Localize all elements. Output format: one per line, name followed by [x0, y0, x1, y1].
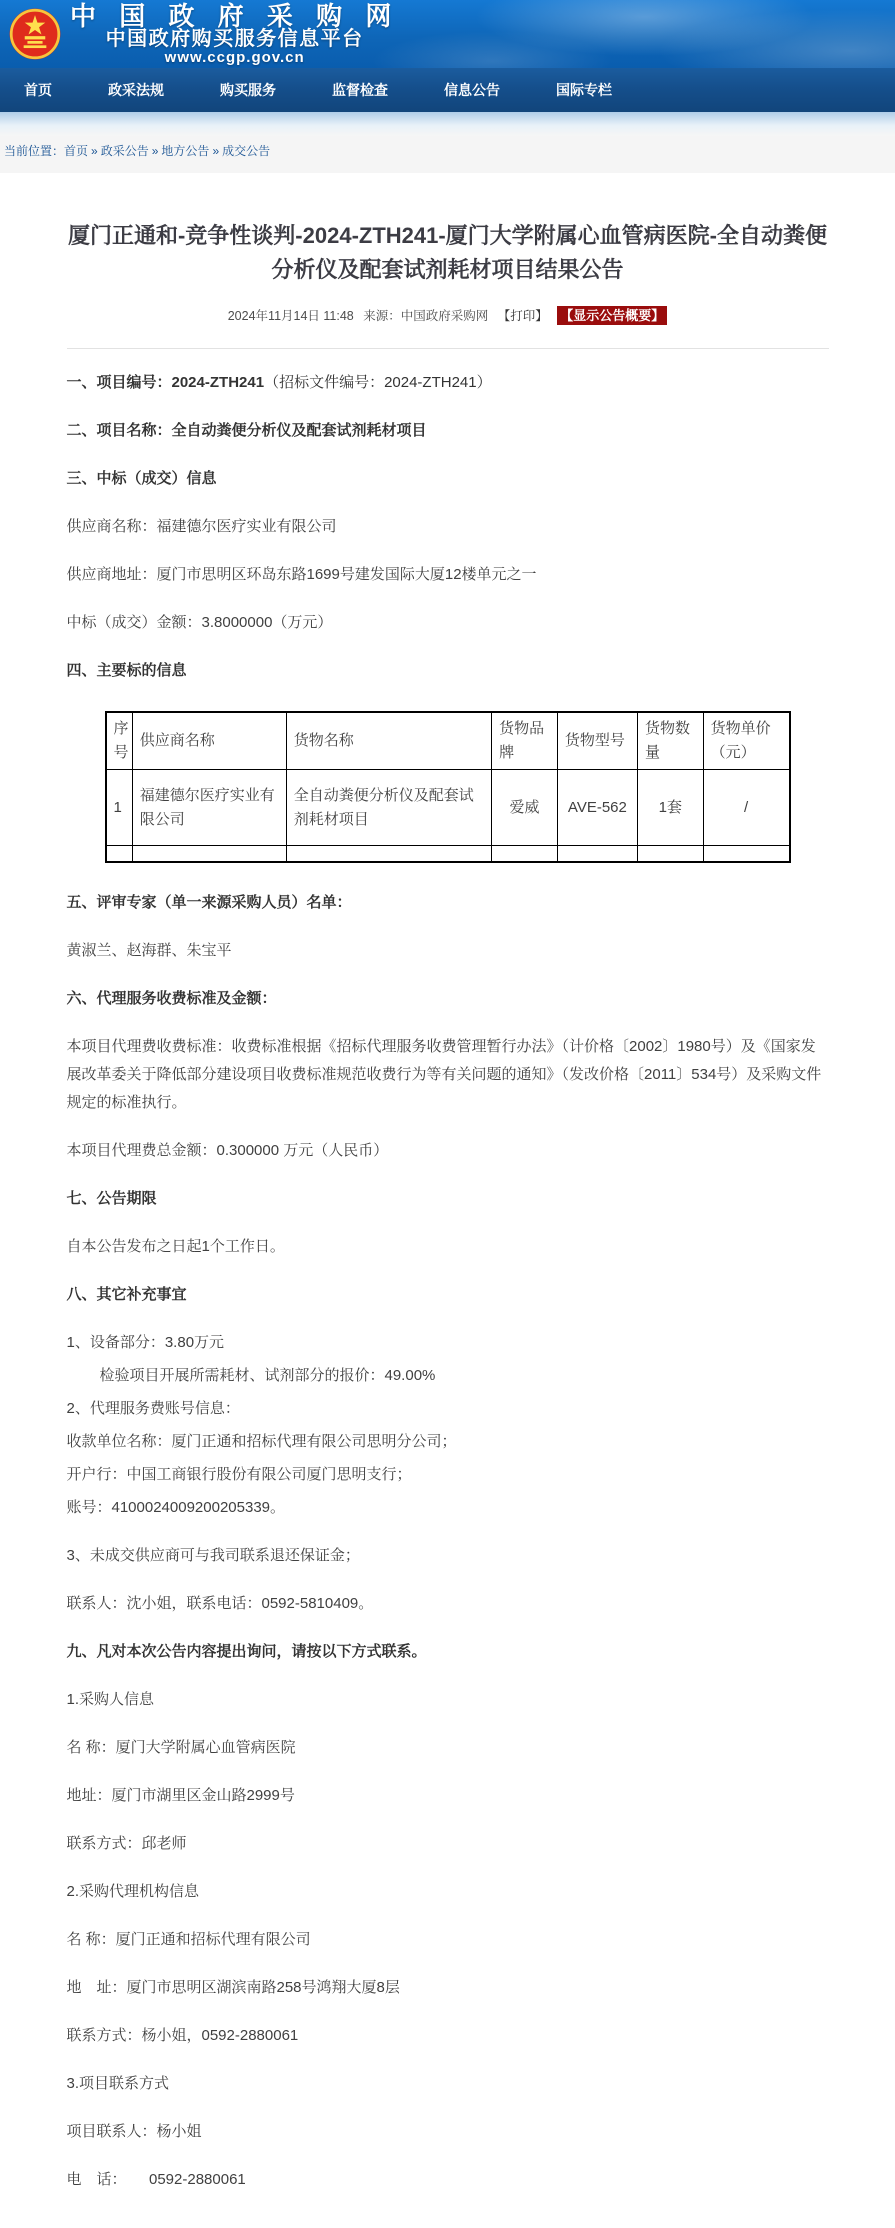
table-cell: 1	[106, 770, 133, 846]
site-url: www.ccgp.gov.cn	[164, 48, 305, 66]
paragraph: 项目联系人：杨小姐	[66, 2122, 202, 2140]
breadcrumb-items	[64, 144, 270, 158]
paragraph: 名 称：厦门大学附属心血管病医院	[66, 1738, 296, 1756]
section-heading	[67, 889, 829, 917]
section-heading	[67, 465, 829, 493]
table-header-cell: 货物型号	[557, 712, 637, 770]
breadcrumb	[0, 136, 895, 173]
breadcrumb-item[interactable]: 成交公告	[222, 144, 271, 158]
nav-item-3[interactable]: 购买服务	[220, 82, 276, 98]
paragraph: 中标（成交）金额：3.8000000（万元）	[66, 614, 333, 631]
table-header-cell: 货物单价（元）	[703, 712, 789, 770]
section-heading	[67, 1638, 829, 1666]
table-cell	[286, 846, 491, 862]
table-cell	[132, 846, 286, 862]
section-heading-text: 三、中标（成交）信息	[66, 470, 217, 487]
table-cell: 1套	[637, 770, 703, 846]
table-header-row	[106, 712, 790, 770]
breadcrumb-separator: »	[212, 144, 220, 158]
paragraph: 供应商地址：厦门市思明区环岛东路1699号建发国际大厦12楼单元之一	[66, 566, 537, 583]
breadcrumb-item[interactable]: 政采公告	[100, 144, 149, 158]
section-heading-text: 五、评审专家（单一来源采购人员）名单：	[66, 893, 352, 911]
paragraph: 联系方式：杨小姐，0592-2880061	[66, 2026, 299, 2044]
paragraph: 联系方式：邱老师	[66, 1834, 187, 1852]
table-header-cell: 序号	[106, 712, 133, 770]
table-cell	[637, 846, 703, 862]
breadcrumb-item[interactable]: 首页	[64, 144, 89, 158]
nav	[0, 68, 895, 112]
print-button[interactable]: 【打印】	[497, 309, 548, 323]
section-heading-text: 六、代理服务收费标准及金额：	[66, 989, 277, 1007]
paragraph: 账号：4100024009200205339。	[66, 1498, 286, 1516]
table-cell: AVE-562	[557, 770, 637, 846]
paragraph: 1、设备部分：3.80万元	[66, 1333, 225, 1351]
section-heading-text: 四、主要标的信息	[66, 662, 187, 679]
paragraph: 黄淑兰、赵海群、朱宝平	[66, 941, 232, 959]
breadcrumb-separator: »	[91, 144, 98, 158]
paragraph: 电 话： 0592-2880061	[66, 2170, 246, 2188]
article-meta	[67, 305, 829, 324]
paragraph: 检验项目开展所需耗材、试剂部分的报价：49.00%	[99, 1366, 436, 1384]
paragraph: 收款单位名称：厦门正通和招标代理有限公司思明分公司；	[66, 1432, 457, 1450]
nav-item-6[interactable]: 国际专栏	[556, 82, 612, 98]
paragraph: 3、未成交供应商可与我司联系退还保证金；	[66, 1546, 360, 1564]
section-heading	[67, 657, 829, 685]
article-body	[67, 369, 829, 2194]
breadcrumb-item[interactable]: 地方公告	[161, 144, 210, 158]
paragraph: 2.采购代理机构信息	[66, 1882, 200, 1900]
table-cell	[106, 846, 133, 862]
section-heading-text: 一、项目编号：2024-ZTH241	[66, 374, 265, 391]
source-label: 来源：中国政府采购网	[363, 309, 489, 323]
content-area	[67, 173, 829, 2228]
paragraph: 本项目代理费总金额：0.300000 万元（人民币）	[66, 1141, 389, 1159]
paragraph: 3.项目联系方式	[66, 2074, 170, 2092]
table-cell	[557, 846, 637, 862]
section-heading	[67, 985, 829, 1013]
section-heading-text: 七、公告期限	[66, 1189, 157, 1207]
section-heading-text: 八、其它补充事宜	[66, 1285, 187, 1303]
title-divider	[67, 348, 829, 349]
site-header	[0, 0, 895, 68]
table-cell: 爱威	[492, 770, 558, 846]
header-gradient-strip	[0, 112, 895, 136]
table-row	[106, 770, 790, 846]
table-header-cell: 供应商名称	[132, 712, 286, 770]
breadcrumb-separator: »	[151, 144, 159, 158]
section-heading	[67, 1185, 829, 1213]
paragraph: 1.采购人信息	[66, 1690, 155, 1708]
table-cell	[492, 846, 558, 862]
paragraph: 本项目代理费收费标准：收费标准根据《招标代理服务收费管理暂行办法》（计价格〔2002〕1980号）及《国家发展改革委关于降低部分建设项目收费标准规范收费行为等有关问题的通知》（发改价格〔2011〕534号）及采购文件规定的标准执行。	[66, 1037, 822, 1111]
table-row	[106, 846, 790, 862]
paragraph: 2、代理服务费账号信息：	[66, 1399, 240, 1417]
site-subtitle: 中国政府购买服务信息平台	[105, 27, 364, 50]
nav-item-1[interactable]: 首页	[24, 82, 52, 98]
table-cell	[703, 846, 789, 862]
table-header-cell: 货物品牌	[492, 712, 558, 770]
publish-date: 2024年11月14日 11:48	[227, 309, 354, 323]
site-title: 中 国 政 府 采 购 网	[70, 0, 400, 31]
paragraph: 供应商名称：福建德尔医疗实业有限公司	[66, 518, 337, 535]
breadcrumb-label: 当前位置：	[4, 144, 65, 158]
paragraph: 开户行：中国工商银行股份有限公司厦门思明支行；	[66, 1465, 412, 1483]
paragraph: 名 称：厦门正通和招标代理有限公司	[66, 1930, 311, 1948]
paragraph: 地 址：厦门市思明区湖滨南路258号鸿翔大厦8层	[66, 1978, 400, 1996]
paragraph: 自本公告发布之日起1个工作日。	[66, 1237, 285, 1255]
section-heading	[67, 417, 829, 445]
nav-item-2[interactable]: 政采法规	[108, 82, 164, 98]
section-heading-text: 九、凡对本次公告内容提出询问，请按以下方式联系。	[66, 1642, 427, 1660]
section-heading	[67, 1281, 829, 1309]
table-cell: 全自动粪便分析仪及配套试剂耗材项目	[286, 770, 491, 846]
section-heading-text: 二、项目名称：全自动粪便分析仪及配套试剂耗材项目	[66, 422, 427, 439]
article-title: 厦门正通和-竞争性谈判-2024-ZTH241-厦门大学附属心血管病医院-全自动粪便分析仪及配套试剂耗材项目结果公告	[67, 223, 828, 282]
nav-item-4[interactable]: 监督检查	[332, 82, 388, 98]
section-heading: 一、项目编号：2024-ZTH241（招标文件编号：2024-ZTH241）	[66, 374, 492, 391]
table-cell: 福建德尔医疗实业有限公司	[132, 770, 286, 846]
summary-badge[interactable]: 【显示公告概要】	[557, 306, 667, 325]
nav-item-5[interactable]: 信息公告	[444, 82, 500, 98]
table-cell: /	[703, 770, 789, 846]
paragraph: 联系人：沈小姐，联系电话：0592-5810409。	[66, 1594, 374, 1612]
table-header-cell: 货物数量	[637, 712, 703, 770]
site-titles	[70, 0, 400, 66]
results-table	[105, 711, 791, 863]
national-emblem-icon	[8, 7, 62, 61]
table-header-cell: 货物名称	[286, 712, 491, 770]
paragraph: 地址：厦门市湖里区金山路2999号	[66, 1786, 295, 1804]
